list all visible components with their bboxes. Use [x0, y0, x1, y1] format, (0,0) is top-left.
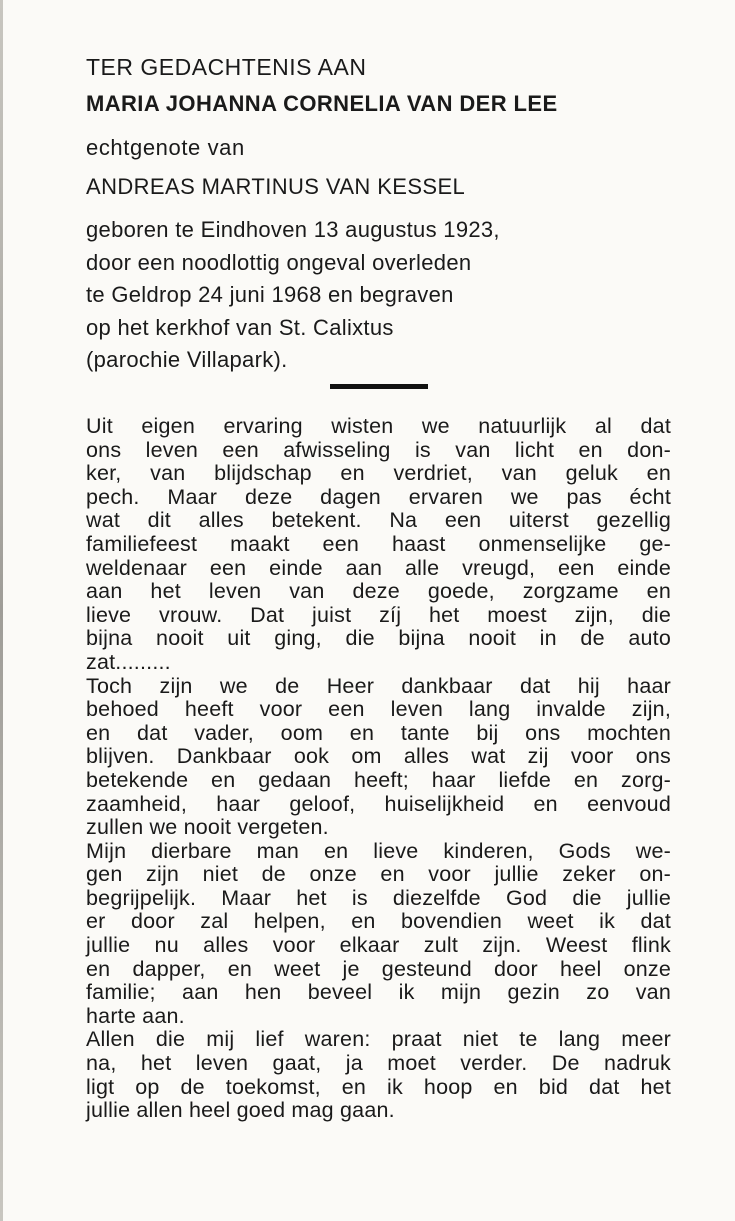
message-line: Uit eigen ervaring wisten we natuurlijk al dat	[86, 414, 671, 438]
message-line: harte aan.	[86, 1003, 185, 1028]
message-line: Allen die mij lief waren: praat niet te lang meer	[86, 1027, 671, 1052]
bio-line: te Geldrop 24 juni 1968 en begraven	[86, 282, 454, 307]
message-line: gen zijn niet de onze en voor jullie zeker on-	[86, 862, 671, 887]
message-line: jullie nu alles voor elkaar zult zijn. Weest flink	[86, 933, 671, 958]
message-line: ligt op de toekomst, en ik hoop en bid dat het	[86, 1074, 671, 1099]
bio-line: geboren te Eindhoven 13 augustus 1923,	[86, 217, 500, 242]
message-line: zat.........	[86, 649, 171, 674]
message-line: lieve vrouw. Dat juist zíj het moest zijn, die	[86, 602, 671, 627]
message-line: begrijpelijk. Maar het is diezelfde God die jullie	[86, 885, 671, 910]
message-line: Mijn dierbare man en lieve kinderen, Gods we-	[86, 838, 671, 863]
message-line: ons leven een afwisseling is van licht en don-	[86, 437, 671, 462]
message-line: behoed heeft voor een leven lang invalde zijn,	[86, 697, 671, 722]
message-line: wat dit alles betekent. Na een uiterst gezellig	[86, 508, 671, 533]
spouse-label: echtgenote van	[86, 135, 245, 160]
message-line: en dat vader, oom en tante bij ons mochten	[86, 720, 671, 745]
message-line: zaamheid, haar geloof, huiselijkheid en eenvoud	[86, 791, 671, 816]
message-line: ker, van blijdschap en verdriet, van geluk en	[86, 461, 671, 486]
bio-line: door een noodlottig ongeval overleden	[86, 249, 472, 275]
memorial-intro: TER GEDACHTENIS AAN	[86, 54, 367, 80]
message-line: familie; aan hen beveel ik mijn gezin zo van	[86, 980, 671, 1005]
biography	[86, 214, 500, 377]
message-line: jullie allen heel goed mag gaan.	[86, 1098, 395, 1123]
message-line: na, het leven gaat, ja moet verder. De nadruk	[86, 1051, 671, 1076]
message-line: pech. Maar deze dagen ervaren we pas écht	[86, 484, 671, 509]
message-line: bijna nooit uit ging, die bijna nooit in de auto	[86, 626, 671, 651]
memorial-message	[86, 415, 671, 1123]
message-line: betekende en gedaan heeft; haar liefde en zorg-	[86, 767, 671, 792]
message-line: weldenaar een einde aan alle vreugd, een einde	[86, 555, 671, 580]
bio-line: (parochie Villapark).	[86, 347, 288, 372]
deceased-name: MARIA JOHANNA CORNELIA VAN DER LEE	[86, 91, 558, 116]
message-line: en dapper, en weet je gesteund door heel onze	[86, 956, 671, 981]
divider-rule	[330, 384, 428, 389]
message-line: Toch zijn we de Heer dankbaar dat hij haar	[86, 673, 671, 698]
message-line: er door zal helpen, en bovendien weet ik dat	[86, 909, 671, 934]
message-line: familiefeest maakt een haast onmenselijke ge-	[86, 531, 671, 556]
bio-line: op het kerkhof van St. Calixtus	[86, 314, 394, 340]
message-line: blijven. Dankbaar ook om alles wat zij voor ons	[86, 744, 671, 769]
message-line: aan het leven van deze goede, zorgzame en	[86, 579, 671, 604]
message-line: zullen we nooit vergeten.	[86, 815, 329, 840]
spouse-name: ANDREAS MARTINUS VAN KESSEL	[86, 174, 466, 199]
